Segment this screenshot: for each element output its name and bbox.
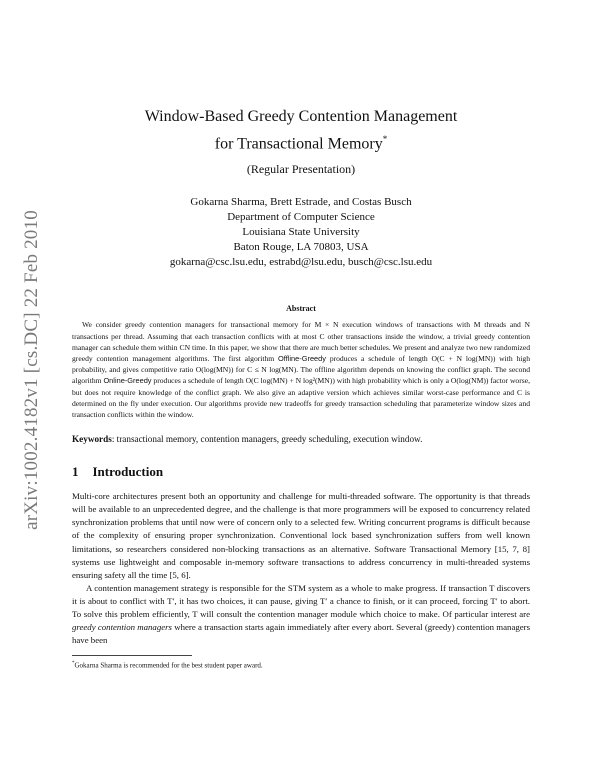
abstract-heading: Abstract <box>286 304 316 314</box>
author-emails: gokarna@csc.lsu.edu, estrabd@lsu.edu, busch@csc.lsu.edu <box>169 256 433 269</box>
affiliation-department: Department of Computer Science <box>227 211 375 224</box>
footnote <box>72 659 530 670</box>
author-names: Gokarna Sharma, Brett Estrade, and Costas Busch <box>190 196 412 209</box>
emphasis-greedy-contention-managers: greedy contention managers <box>72 622 172 633</box>
intro-paragraph-2-part-1: A contention management strategy is responsible for the STM system as a whole to make progress. If transaction T discovers it is about to conflict with T′, it has two choices, it can pause, giving T′ a chance to finish, or it can proceed, forcing T′ to abort. To solve this problem efficiently, T will consult the contention manager module which choice to make. Of particular interest are <box>72 582 530 619</box>
algorithm-name-online: Online-Greedy <box>103 376 152 386</box>
intro-paragraph-1: Multi-core architectures present both an opportunity and challenge for multi-threaded software. The opportunity is that threads will be available to an unprecedented degree, and the challenge is that more programmers will be exposed to concurrency related synchronization problems that until now were of concern only to a selected few. Writing concurrent programs is difficult because of the complexity of ensuring proper synchronization. Conventional lock based synchronization suffers from well known limitations, so researchers considered non-blocking transactions as an alternative. Software Transactional Memory [15, 7, 8] systems use lightweight and composable in-memory software transactions to address concurrency in multi-threaded systems ensuring safety all the time [5, 6]. <box>72 491 530 580</box>
footnote-divider <box>72 655 192 656</box>
arxiv-id-text: arXiv:1002.4182v1 [cs.DC] 22 Feb 2010 <box>21 210 43 530</box>
title-footnote-marker: * <box>382 134 388 144</box>
section-number: 1 <box>72 464 79 480</box>
title-line-1: Window-Based Greedy Contention Management <box>144 108 458 125</box>
paper-page <box>72 106 530 671</box>
author-block <box>72 195 530 270</box>
abstract-part-3: produces a schedule of length O(C log(MN) + N log²(MN)) with high probability which is only a O(log(NM)) factor worse, but does not require knowledge of the conflict graph. We also give an adaptive version which achieves similar worst-case performance and C is determined on the fly under execution. Our algorithms provide new tradeoffs for greedy transaction scheduling that parameterize window sizes and transaction conflicts within the window. <box>72 376 530 419</box>
affiliation-address: Baton Rouge, LA 70803, USA <box>233 241 369 254</box>
section-heading <box>72 464 530 480</box>
paper-title <box>72 106 530 155</box>
keywords-line <box>72 433 530 445</box>
introduction-body <box>72 490 530 647</box>
title-line-2: for Transactional Memory <box>214 135 383 153</box>
abstract-text <box>72 319 530 420</box>
abstract-part-1: We consider greedy contention managers for transactional memory for M × N execution windows of transactions with M threads and N transactions per thread. Assuming that each transaction conflicts with at most C other transactions inside the window, a trivial greedy contention manager can schedule them within CN time. In this paper, we show that there are much better schedules. We present and analyze two new randomized greedy contention management algorithms. The first algorithm <box>72 320 530 363</box>
footnote-text: Gokarna Sharma is recommended for the best student paper award. <box>74 661 263 670</box>
paper-subtitle: (Regular Presentation) <box>246 162 356 177</box>
section-title: Introduction <box>92 464 164 480</box>
keywords-label: Keywords <box>72 434 112 445</box>
arxiv-identifier <box>14 190 50 550</box>
abstract-part-2: produces a schedule of length O(C + N log(MN)) with high probability, and gives competitive ratio O(log(MN)) for C ≤ N log(MN). The offline algorithm depends on knowing the conflict graph. The second algorithm <box>72 353 530 386</box>
intro-paragraph-2-part-2: where a transaction starts again immediately after every abort. Several (greedy) contention managers have been <box>72 622 531 646</box>
keywords-text: : transactional memory, contention managers, greedy scheduling, execution window. <box>111 434 423 445</box>
algorithm-name-offline: Offline-Greedy <box>278 353 326 363</box>
intro-paragraph-2 <box>72 582 530 647</box>
footnote-marker: * <box>72 661 75 667</box>
affiliation-university: Louisiana State University <box>242 226 360 239</box>
